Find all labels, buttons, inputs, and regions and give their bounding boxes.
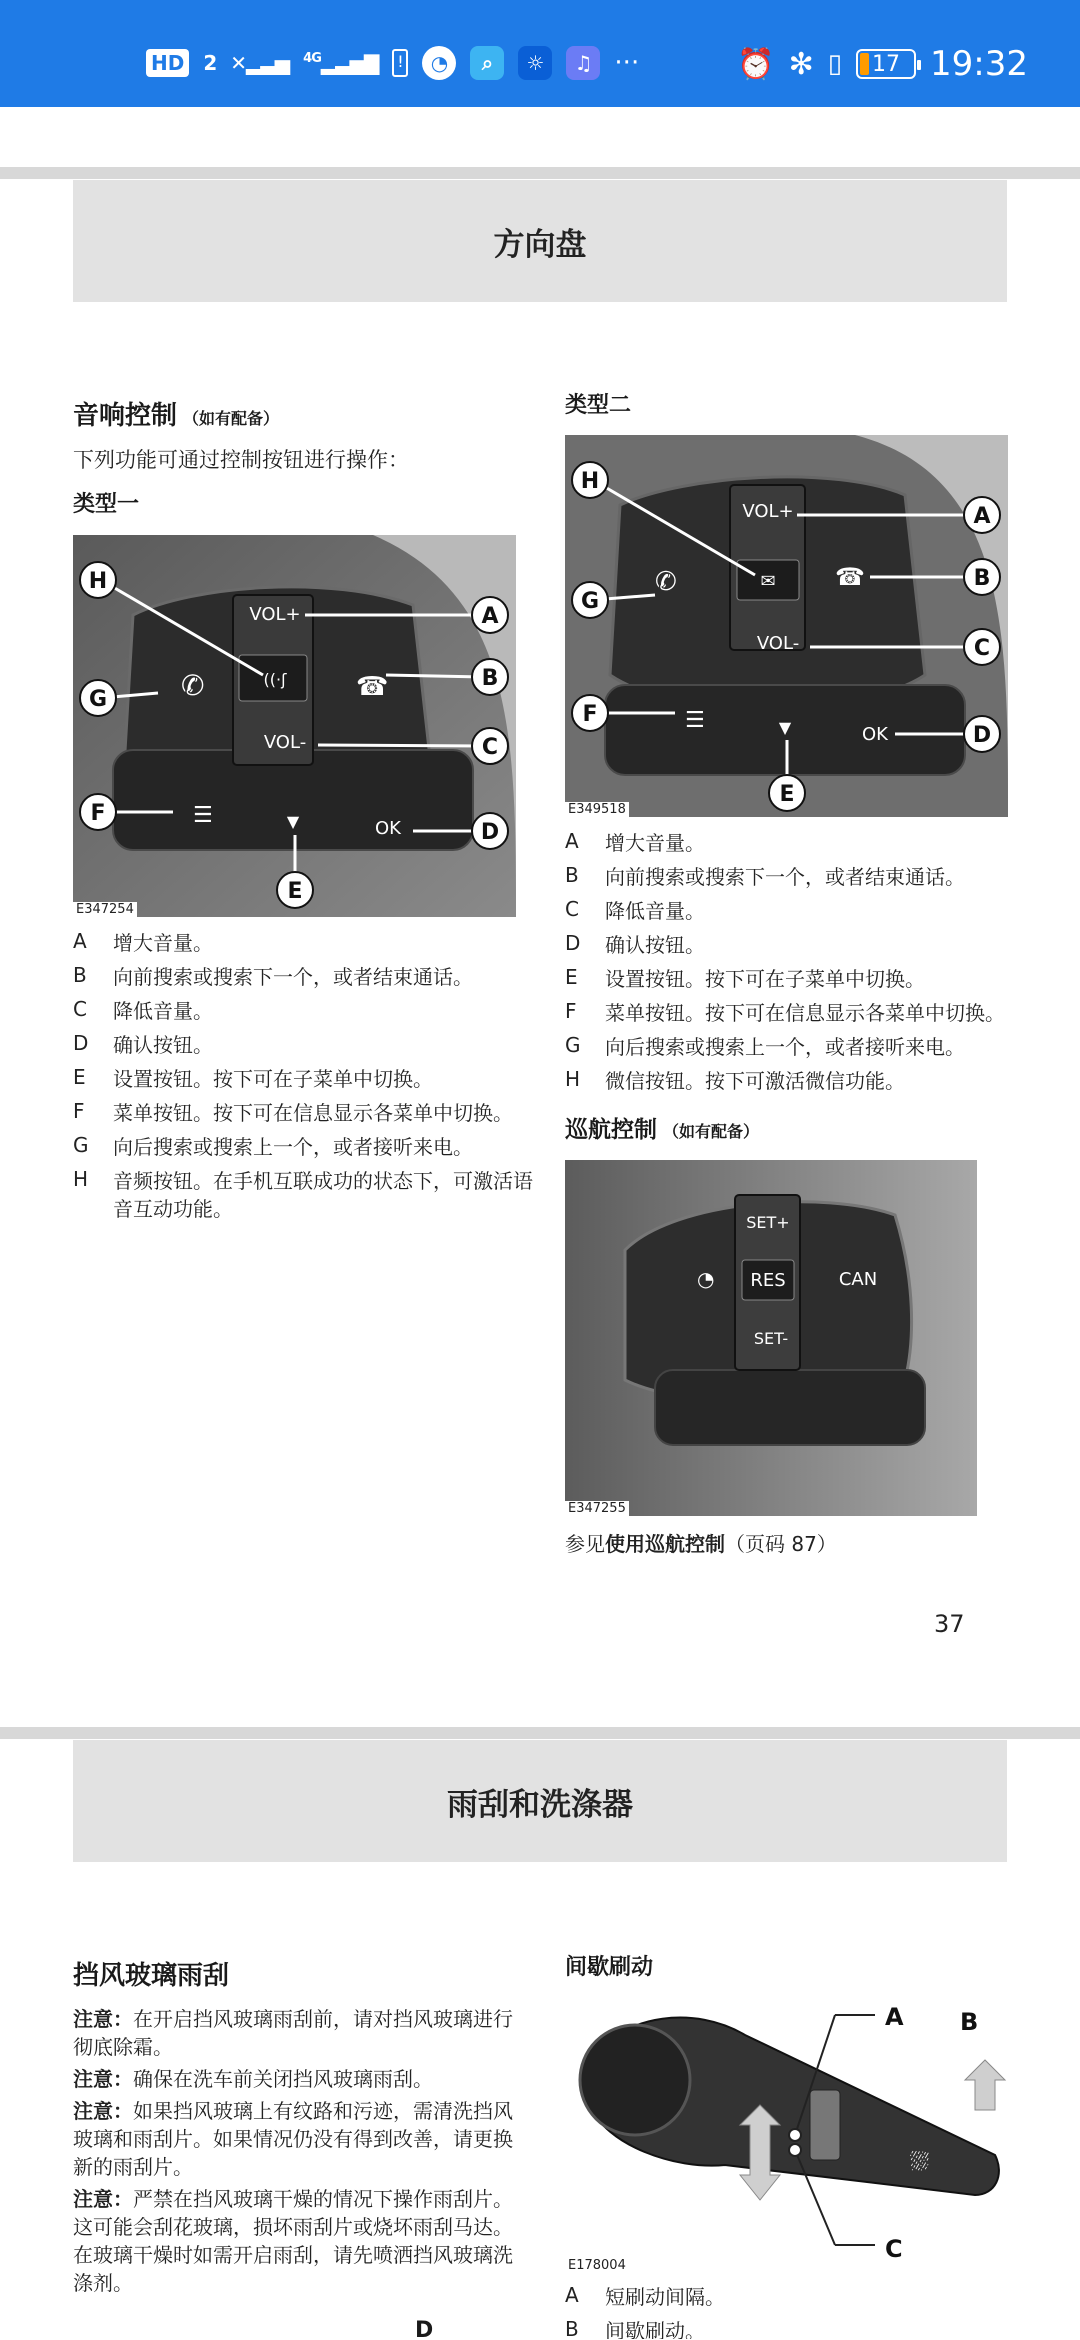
callout-c-2: C [973, 636, 991, 661]
legend-item [73, 1031, 533, 1065]
legend-text: 微信按钮。按下可激活微信功能。 [605, 1069, 905, 1093]
legend-key: D [565, 931, 581, 955]
cruise-set-minus-label: SET- [753, 1329, 789, 1348]
vibrate-icon: ▯ [827, 49, 843, 79]
network-type-label: 4G [303, 51, 321, 66]
legend-text: 音频按钮。在手机互联成功的状态下，可激活语音互动功能。 [113, 1169, 533, 1221]
more-notifications-icon: ··· [614, 48, 640, 78]
legend-text: 设置按钮。按下可在子菜单中切换。 [113, 1067, 433, 1091]
page-separator [0, 1727, 1080, 1739]
callout-d: D [480, 820, 500, 845]
legend-item [73, 963, 533, 997]
callout-g-2: G [580, 589, 600, 614]
note-label: 注意： [73, 2099, 133, 2123]
bluetooth-icon: ✻ [788, 46, 814, 82]
ref-suffix: （页码 87） [725, 1532, 837, 1556]
figure-code-2: E349518 [565, 802, 629, 817]
page-separator [0, 167, 1080, 179]
cruise-control-figure [565, 1160, 977, 1516]
status-bar [0, 0, 1080, 107]
callout-f: F [90, 801, 106, 826]
legend-key: B [73, 963, 87, 987]
legend-key: E [73, 1065, 86, 1089]
cruise-set-plus-label: SET+ [746, 1213, 790, 1232]
type1-illustration [73, 535, 516, 917]
figure-code-3: E347255 [565, 1501, 629, 1516]
legend-text: 增大音量。 [113, 931, 213, 955]
svg-text:☎: ☎ [835, 563, 865, 591]
lightbulb-app-icon: ☼ [518, 46, 552, 80]
legend-key: B [565, 2317, 579, 2339]
type1-legend [73, 929, 533, 1227]
legend-item [73, 1065, 533, 1099]
callout-g: G [88, 687, 108, 712]
steering-controls-type2-figure [565, 435, 1008, 817]
legend-item [565, 1033, 1065, 1067]
note-paragraph [73, 2065, 518, 2093]
callout-h: H [88, 569, 108, 594]
audio-intro: 下列功能可通过控制按钮进行操作： [73, 448, 409, 472]
clock: 19:32 [930, 44, 1028, 84]
svg-text:✆: ✆ [181, 669, 205, 702]
legend-text: 降低音量。 [605, 899, 705, 923]
note-label: 注意： [73, 2187, 133, 2211]
callout-c: C [481, 735, 499, 760]
svg-text:✆: ✆ [655, 567, 677, 597]
page-number: 37 [934, 1610, 965, 1638]
cruise-res-label: RES [750, 1270, 786, 1291]
svg-text:☰: ☰ [685, 708, 705, 733]
wiper-callout-c: C [885, 2235, 903, 2263]
legend-text: 向后搜索或搜索上一个，或者接听来电。 [605, 1035, 965, 1059]
cruise-control-heading [565, 1111, 759, 1144]
wiper-callout-a: A [885, 2003, 904, 2031]
ok-label-2: OK [862, 724, 888, 745]
svg-text:⛆: ⛆ [910, 2148, 930, 2176]
note-paragraph [73, 2005, 518, 2061]
wiper-stalk-illustration [565, 1995, 1008, 2275]
legend-key: H [565, 1067, 581, 1091]
legend-text: 向前搜索或搜索下一个，或者结束通话。 [605, 865, 965, 889]
chapter-title: 方向盘 [493, 226, 587, 263]
legend-item [565, 2317, 1005, 2339]
legend-text: 短刷动间隔。 [605, 2285, 725, 2309]
battery-level: 17 [872, 51, 901, 77]
callout-a: A [481, 604, 499, 629]
type1-heading: 类型一 [73, 492, 140, 517]
legend-key: C [565, 897, 579, 921]
type2-illustration [565, 435, 1008, 817]
legend-key: D [73, 1031, 89, 1055]
callout-h-2: H [580, 469, 600, 494]
note-text: 确保在洗车前关闭挡风玻璃雨刮。 [133, 2067, 433, 2091]
windshield-wiper-heading: 挡风玻璃雨刮 [73, 1961, 230, 1991]
legend-key: A [565, 2283, 579, 2307]
ok-label: OK [375, 818, 401, 839]
cruise-heading-text: 巡航控制 [565, 1117, 657, 1143]
legend-key: E [565, 965, 578, 989]
browser-app-icon: ◔ [422, 46, 456, 80]
search-app-icon: ⌕ [470, 46, 504, 80]
legend-key: H [73, 1167, 89, 1191]
cruise-illustration [565, 1160, 977, 1516]
legend-text: 增大音量。 [605, 831, 705, 855]
legend-text: 菜单按钮。按下可在信息显示各菜单中切换。 [113, 1101, 513, 1125]
legend-key: A [73, 929, 87, 953]
callout-b-2: B [973, 566, 991, 591]
legend-item [565, 999, 1065, 1033]
legend-item [73, 1167, 533, 1227]
legend-key: G [565, 1033, 581, 1057]
chapter-banner-2 [73, 1740, 1007, 1862]
hd-voice-badge: HD [146, 49, 189, 77]
svg-text:☎: ☎ [356, 672, 389, 702]
chapter-title-2: 雨刮和洗涤器 [447, 1786, 633, 1823]
battery-indicator [856, 49, 916, 79]
ref-prefix: 参见 [565, 1532, 605, 1556]
callout-f-2: F [582, 702, 598, 727]
legend-item [565, 1067, 1065, 1101]
legend-item [565, 931, 1065, 965]
legend-item [565, 965, 1065, 999]
signal-no-service-icon: ✕▂▃▅ [230, 51, 290, 75]
legend-item [73, 997, 533, 1031]
audio-heading-text: 音响控制 [73, 401, 178, 431]
audio-heading-note: （如有配备） [183, 409, 280, 428]
intermittent-legend [565, 2283, 1005, 2339]
legend-key: C [73, 997, 87, 1021]
battery-fill [860, 53, 869, 75]
vol-plus-label: VOL+ [249, 604, 301, 625]
legend-text: 菜单按钮。按下可在信息显示各菜单中切换。 [605, 1001, 1005, 1025]
intermittent-heading: 间歇刷动 [565, 1955, 654, 1980]
audio-control-heading [73, 395, 279, 432]
svg-text:▼: ▼ [778, 718, 792, 737]
callout-b: B [481, 666, 499, 691]
signal-4g-icon: $^{4G}$▂▃▅▇ [303, 51, 379, 75]
legend-key: G [73, 1133, 89, 1157]
legend-item [565, 897, 1065, 931]
note-text: 如果挡风玻璃上有纹路和污迹，需清洗挡风玻璃和雨刮片。如果情况仍没有得到改善，请更换新的雨刮片。 [73, 2099, 513, 2179]
svg-text:◔: ◔ [697, 1267, 715, 1291]
alarm-icon: ⏰ [737, 46, 775, 82]
vol-plus-label-2: VOL+ [742, 501, 794, 522]
svg-text:✉: ✉ [760, 571, 776, 592]
cruise-can-label: CAN [838, 1269, 878, 1290]
wiper-callout-b: B [960, 2008, 979, 2036]
legend-item [73, 929, 533, 963]
legend-item [73, 1099, 533, 1133]
steering-controls-type1-figure [73, 535, 516, 917]
vol-minus-label-2: VOL- [756, 633, 800, 654]
legend-item [565, 2283, 1005, 2317]
note-paragraph [73, 2097, 518, 2181]
type2-heading: 类型二 [565, 393, 632, 418]
legend-item [73, 1133, 533, 1167]
legend-key: F [565, 999, 577, 1023]
callout-e: E [287, 879, 303, 904]
note-text: 在开启挡风玻璃雨刮前，请对挡风玻璃进行彻底除霜。 [73, 2007, 513, 2059]
legend-text: 间歇刷动。 [605, 2319, 705, 2339]
legend-key: A [565, 829, 579, 853]
chapter-banner [73, 180, 1007, 302]
viewer-top-area [0, 107, 1080, 167]
callout-e-2: E [779, 782, 795, 807]
cut-callout-d: D [415, 2318, 434, 2340]
sim2-label: 2 [203, 51, 217, 75]
cruise-reference [565, 1527, 837, 1561]
legend-key: F [73, 1099, 85, 1123]
note-text: 严禁在挡风玻璃干燥的情况下操作雨刮片。这可能会刮花玻璃，损坏雨刮片或烧坏雨刮马达。在玻璃干燥时如需开启雨刮，请先喷洒挡风玻璃洗涤剂。 [73, 2187, 513, 2295]
legend-text: 向后搜索或搜索上一个，或者接听来电。 [113, 1135, 473, 1159]
callout-a-2: A [973, 504, 991, 529]
legend-item [565, 829, 1065, 863]
svg-text:☰: ☰ [193, 803, 213, 828]
legend-text: 确认按钮。 [113, 1033, 213, 1057]
legend-text: 降低音量。 [113, 999, 213, 1023]
note-label: 注意： [73, 2067, 133, 2091]
svg-text:▼: ▼ [286, 812, 300, 831]
type2-legend [565, 829, 1065, 1101]
svg-text:((·ʃ: ((·ʃ [263, 670, 287, 689]
legend-key: B [565, 863, 579, 887]
battery-warning-icon: ! [392, 49, 408, 77]
note-label: 注意： [73, 2007, 133, 2031]
figure-code-4: E178004 [565, 2258, 629, 2273]
music-app-icon: ♫ [566, 46, 600, 80]
legend-item [565, 863, 1065, 897]
legend-text: 设置按钮。按下可在子菜单中切换。 [605, 967, 925, 991]
vol-minus-label: VOL- [263, 732, 307, 753]
callout-d-2: D [972, 723, 992, 748]
note-paragraph [73, 2185, 518, 2297]
wiper-stalk-figure [565, 1995, 1008, 2275]
figure-code: E347254 [73, 902, 137, 917]
legend-text: 确认按钮。 [605, 933, 705, 957]
legend-text: 向前搜索或搜索下一个，或者结束通话。 [113, 965, 473, 989]
wiper-notes [73, 2005, 518, 2297]
ref-link-text: 使用巡航控制 [605, 1532, 725, 1556]
cruise-heading-note: （如有配备） [663, 1122, 760, 1141]
